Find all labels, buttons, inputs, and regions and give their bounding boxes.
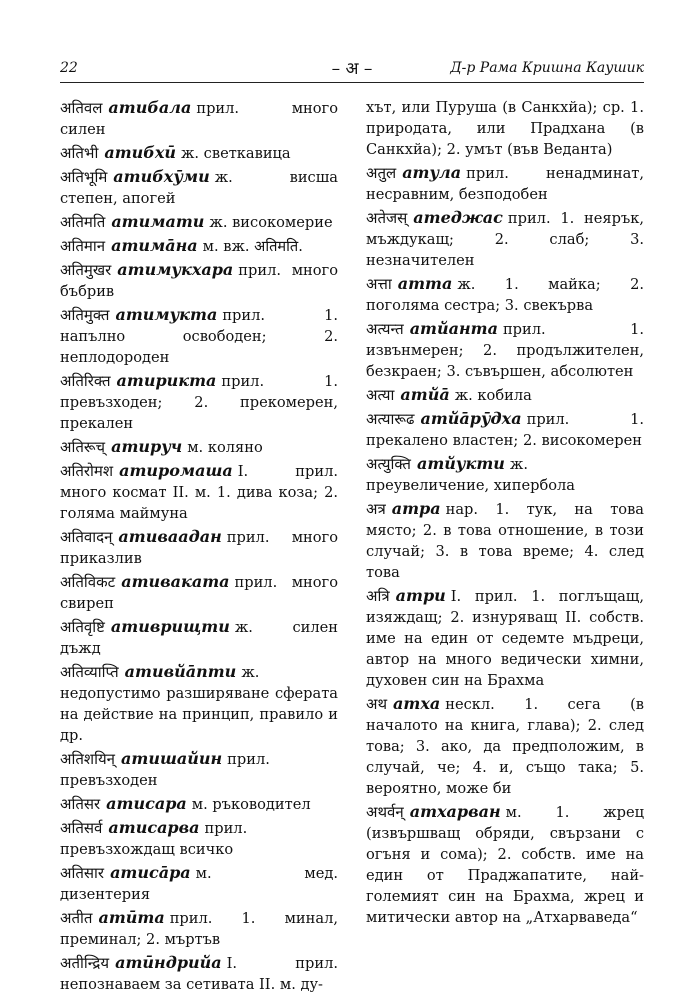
dictionary-entry bbox=[366, 207, 644, 271]
headword: अतिवल bbox=[60, 99, 103, 117]
transliteration: атимукхара bbox=[117, 260, 234, 279]
dictionary-entry bbox=[366, 585, 644, 691]
dictionary-entry bbox=[60, 952, 338, 995]
headword: अतिभी bbox=[60, 144, 99, 162]
headword: अतिव्याप्ति bbox=[60, 663, 119, 681]
definition: I. прил. непознаваем за сетивата II. м. ду- bbox=[60, 955, 338, 993]
headword: अतिवृष्टि bbox=[60, 618, 105, 636]
page-header bbox=[60, 56, 644, 82]
definition: м. ръководител bbox=[191, 796, 311, 813]
dictionary-entry bbox=[60, 661, 338, 746]
headword: अतिविकट bbox=[60, 573, 116, 591]
dictionary-entry bbox=[60, 235, 338, 257]
dictionary-entry bbox=[60, 436, 338, 458]
dictionary-entry bbox=[366, 408, 644, 451]
headword: अतीन्द्रिय bbox=[60, 954, 110, 972]
definition: прил. много приказлив bbox=[60, 529, 338, 567]
transliteration: атӣндрийа bbox=[115, 953, 222, 972]
dictionary-entry bbox=[60, 793, 338, 815]
transliteration: атибала bbox=[108, 98, 192, 117]
definition: ж. високомерие bbox=[209, 214, 333, 231]
transliteration: атисарва bbox=[108, 818, 200, 837]
dictionary-entry bbox=[366, 162, 644, 205]
transliteration: ативйāпти bbox=[124, 662, 237, 681]
headword: अतिमुखर bbox=[60, 261, 112, 279]
transliteration: атӣта bbox=[98, 908, 165, 927]
headword: अत्र bbox=[366, 500, 386, 518]
dictionary-entry bbox=[366, 453, 644, 496]
transliteration: атисара bbox=[106, 794, 187, 813]
headword: अत्यन्त bbox=[366, 320, 404, 338]
definition: прил. превъзхождащ всичко bbox=[60, 820, 248, 858]
dictionary-entry bbox=[60, 616, 338, 659]
dictionary-entry bbox=[366, 801, 644, 928]
definition: прил. 1. превъзходен; 2. прекомерен, прекален bbox=[60, 373, 338, 432]
dictionary-entry bbox=[366, 273, 644, 316]
transliteration: атйā bbox=[400, 385, 450, 404]
definition: прил. много свиреп bbox=[60, 574, 338, 612]
definition: прил. 1. извънмерен; 2. продължителен, безкраен; 3. съвършен, абсолютен bbox=[366, 321, 644, 380]
headword: अतिमुक्त bbox=[60, 306, 110, 324]
transliteration: атеджас bbox=[413, 208, 503, 227]
definition: м. мед. дизентерия bbox=[60, 865, 338, 903]
headword: अतेजस् bbox=[366, 209, 408, 227]
dictionary-entry bbox=[60, 370, 338, 434]
right-column bbox=[366, 97, 644, 930]
definition: прил. превъзходен bbox=[60, 751, 270, 789]
transliteration: атйāрӯдха bbox=[420, 409, 522, 428]
dictionary-entry bbox=[366, 384, 644, 406]
definition: м. коляно bbox=[187, 439, 263, 456]
definition: прил. 1. минал, преминал; 2. мъртъв bbox=[60, 910, 338, 948]
dictionary-entry bbox=[366, 97, 644, 160]
dictionary-entry bbox=[60, 304, 338, 368]
headword: अथर्वन् bbox=[366, 803, 404, 821]
definition: прил. 1. напълно освободен; 2. неплодороден bbox=[60, 307, 338, 366]
author-name: Д-р Рама Кришна Каушик bbox=[450, 60, 644, 76]
headword: अत्यारूढ bbox=[366, 410, 415, 428]
transliteration: атиромаша bbox=[119, 461, 233, 480]
dictionary-entry bbox=[60, 907, 338, 950]
transliteration: атра bbox=[391, 499, 441, 518]
headword: अत्या bbox=[366, 386, 395, 404]
transliteration: атула bbox=[402, 163, 462, 182]
headword: अथ bbox=[366, 695, 388, 713]
transliteration: ативаадан bbox=[118, 527, 222, 546]
headword: अतिरिक्त bbox=[60, 372, 111, 390]
transliteration: атимати bbox=[111, 212, 205, 231]
definition: ж. преувеличение, хипербола bbox=[366, 456, 576, 494]
headword: अतीत bbox=[60, 909, 93, 927]
transliteration: атибхӯми bbox=[113, 167, 210, 186]
section-letter: – अ – bbox=[331, 59, 373, 79]
dictionary-entry bbox=[366, 318, 644, 382]
definition: нар. 1. тук, на това място; 2. в това отношение, в този случай; 3. в това време; 4. след това bbox=[366, 501, 644, 581]
headword: अत्ता bbox=[366, 275, 392, 293]
headword: अतिभूमि bbox=[60, 168, 108, 186]
transliteration: атха bbox=[393, 694, 441, 713]
definition: I. прил. много космат II. м. 1. дива коза; 2. голяма маймуна bbox=[60, 463, 338, 522]
headword: अतिमति bbox=[60, 213, 106, 231]
transliteration: атибхӣ bbox=[104, 143, 176, 162]
dictionary-entry bbox=[60, 211, 338, 233]
header-rule bbox=[60, 82, 644, 83]
headword: अतिसार bbox=[60, 864, 105, 882]
dictionary-entry bbox=[60, 862, 338, 905]
transliteration: атисāра bbox=[110, 863, 191, 882]
transliteration: ативаката bbox=[121, 572, 230, 591]
dictionary-entry bbox=[60, 97, 338, 140]
transliteration: атируч bbox=[111, 437, 183, 456]
dictionary-entry bbox=[366, 498, 644, 583]
dictionary-entry bbox=[60, 526, 338, 569]
definition: нескл. 1. сега (в началото на книга, глава); 2. след това; 3. ако, да предположим, в случай, че; 4. и, също така; 5. вероятно, може би bbox=[366, 696, 644, 797]
definition: прил. много бъбрив bbox=[60, 262, 338, 300]
page-number: 22 bbox=[60, 60, 78, 76]
transliteration: атйанта bbox=[409, 319, 498, 338]
transliteration: атйукти bbox=[417, 454, 505, 473]
definition: прил. 1. прекалено властен; 2. високомерен bbox=[366, 411, 644, 449]
definition: м. 1. жрец (извършващ обряди, свързани с огъня и сома); 2. собств. име на един от Праджапатите, най-големият син на Брахма, жрец и митически автор на „Атхарваведа“ bbox=[366, 804, 644, 926]
transliteration: атишайин bbox=[121, 749, 223, 768]
transliteration: атимāна bbox=[111, 236, 198, 255]
headword: अत्युक्ति bbox=[366, 455, 411, 473]
transliteration: атирикта bbox=[116, 371, 217, 390]
headword: अतिसर bbox=[60, 795, 101, 813]
headword: अतुल bbox=[366, 164, 397, 182]
definition: прил. много силен bbox=[60, 100, 338, 138]
definition: ж. 1. майка; 2. поголяма сестра; 3. свекърва bbox=[366, 276, 644, 314]
headword: अत्रि bbox=[366, 587, 390, 605]
definition: ж. светкавица bbox=[180, 145, 291, 162]
definition: м. вж. अतिमति. bbox=[202, 238, 303, 255]
left-column bbox=[60, 97, 338, 997]
definition: ж. висша степен, апогей bbox=[60, 169, 338, 207]
definition: хът, или Пуруша (в Санкхйа); ср. 1. природата, или Прадхана (в Санкхйа); 2. умът (във Веданта) bbox=[366, 99, 644, 158]
definition: прил. 1. неярък, мъждукащ; 2. слаб; 3. незначителен bbox=[366, 210, 644, 269]
headword: अतिमान bbox=[60, 237, 106, 255]
dictionary-entry bbox=[60, 259, 338, 302]
headword: अतिरोमश bbox=[60, 462, 114, 480]
transliteration: ативрищти bbox=[110, 617, 230, 636]
dictionary-entry bbox=[60, 748, 338, 791]
transliteration: атта bbox=[397, 274, 453, 293]
dictionary-entry bbox=[60, 460, 338, 524]
dictionary-entry bbox=[60, 817, 338, 860]
headword: अतिसर्व bbox=[60, 819, 103, 837]
definition: ж. недопустимо разширяване сферата на действие на принцип, правило и др. bbox=[60, 664, 338, 744]
definition: ж. силен дъжд bbox=[60, 619, 338, 657]
transliteration: атхарван bbox=[409, 802, 501, 821]
dictionary-entry bbox=[60, 571, 338, 614]
definition: ж. кобила bbox=[454, 387, 532, 404]
headword: अतिशयिन् bbox=[60, 750, 116, 768]
transliteration: атри bbox=[395, 586, 446, 605]
dictionary-entry bbox=[60, 142, 338, 164]
headword: अतिरूच् bbox=[60, 438, 106, 456]
headword: अतिवादन् bbox=[60, 528, 113, 546]
definition: I. прил. 1. поглъщащ, изяждащ; 2. изнуряващ II. собств. име на един от седемте мъдреци, автор на много ведически химни, духовен син на Брахма bbox=[366, 588, 644, 689]
transliteration: атимукта bbox=[115, 305, 218, 324]
dictionary-entry bbox=[60, 166, 338, 209]
dictionary-entry bbox=[366, 693, 644, 799]
definition: прил. ненадминат, несравним, безподобен bbox=[366, 165, 644, 203]
